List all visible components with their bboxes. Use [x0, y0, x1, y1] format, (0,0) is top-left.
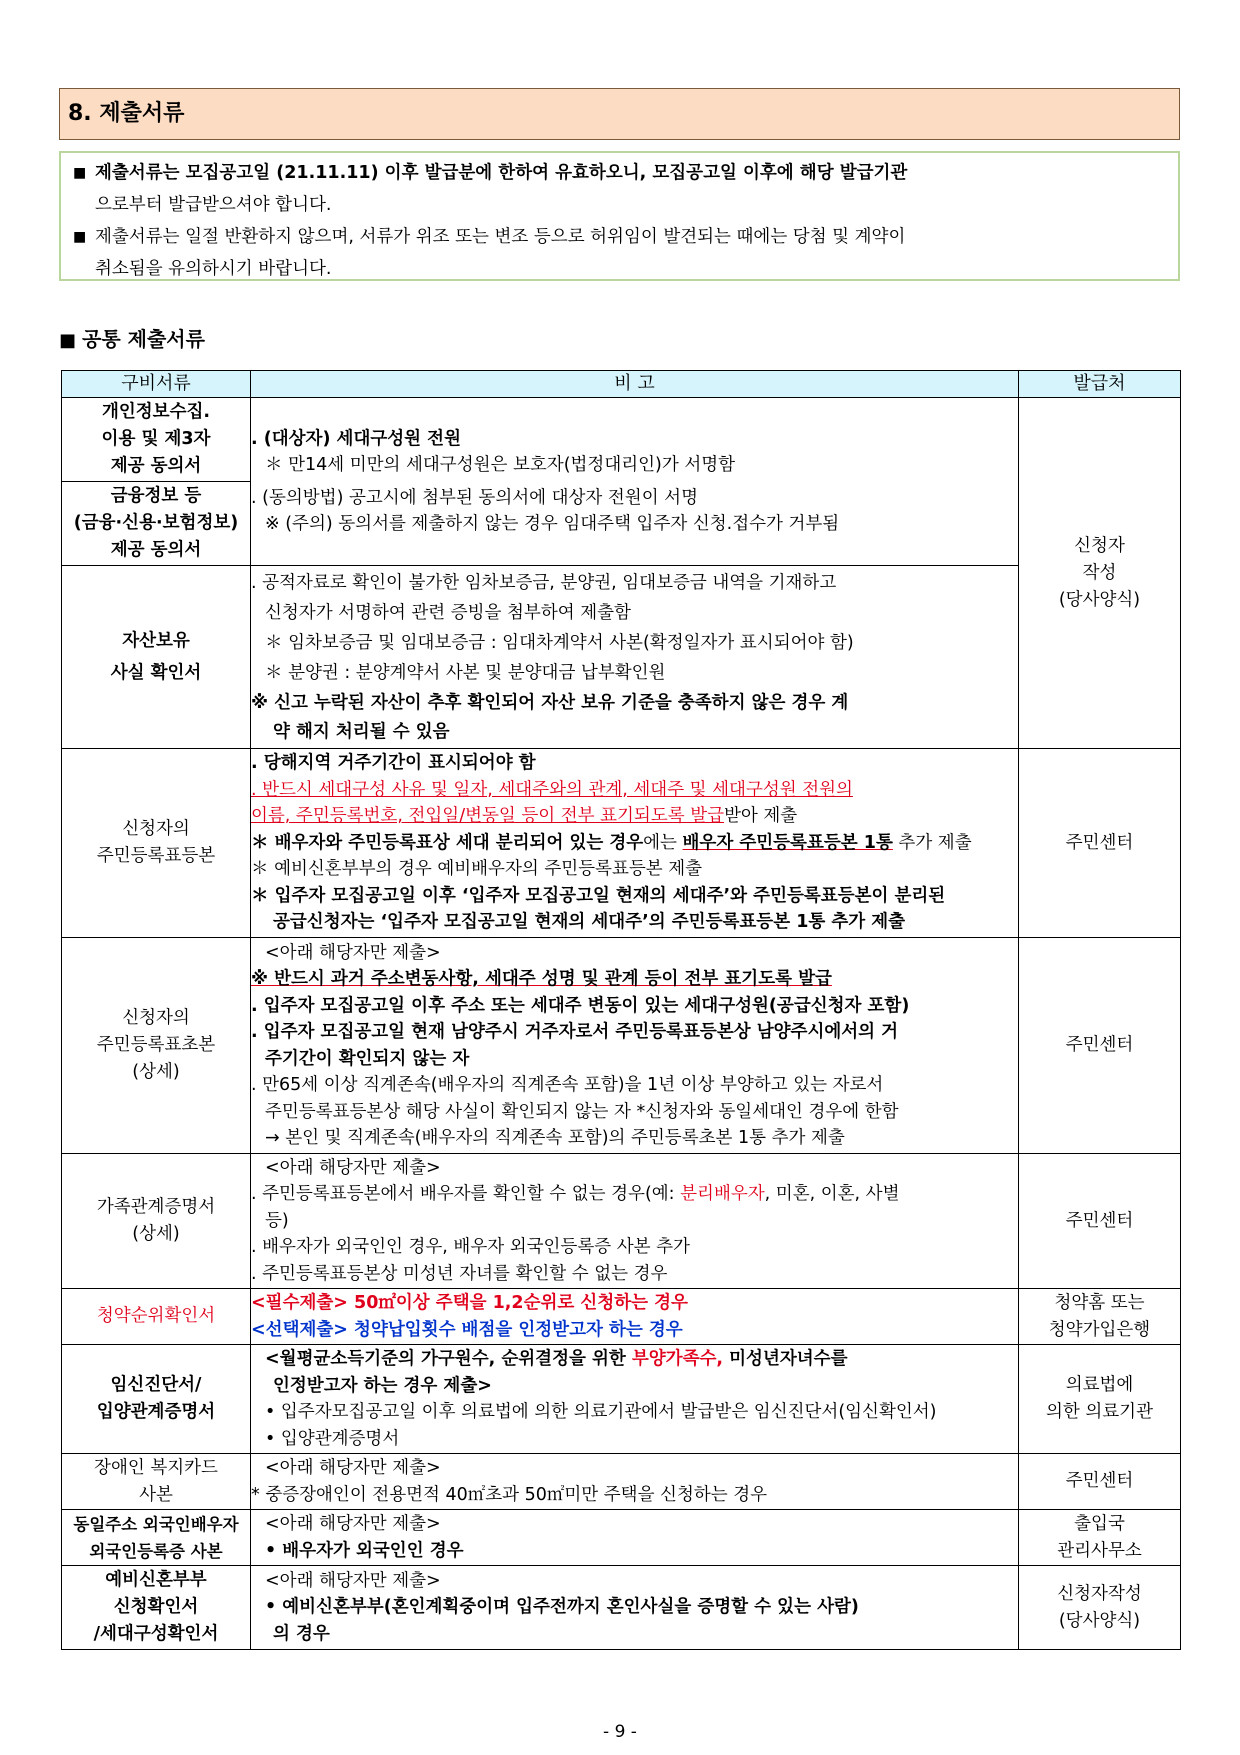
doc-name: [62, 1454, 251, 1510]
issuer-line: (당사양식): [1058, 589, 1141, 610]
note-line: 공급신청자는 ‘입주자 모집공고일 현재의 세대주’의 주민등록표등본 1통 추가 제출: [273, 912, 906, 933]
doc-issuer: 주민센터: [1019, 938, 1181, 1154]
issuer-line: 작성: [1082, 562, 1117, 583]
note-text: 받아 제출: [724, 806, 798, 827]
table-row: [62, 1154, 1181, 1289]
issuer-line: 신청자작성: [1057, 1583, 1142, 1604]
doc-notes: [251, 938, 1019, 1154]
doc-name: [62, 482, 251, 566]
notice-item-cont: [73, 189, 1164, 221]
notice-item: [73, 157, 1164, 189]
note-line: [251, 1346, 1018, 1373]
doc-name: [62, 749, 251, 938]
doc-name: [62, 1566, 251, 1650]
note-line: ＊ 임차보증금 및 임대보증금 : 임대차계약서 사본(확정일자가 표시되어야 함): [265, 633, 854, 653]
doc-name: [62, 938, 251, 1154]
doc-issuer: 주민센터: [1019, 749, 1181, 938]
doc-name-line: 신청자의: [122, 819, 190, 839]
note-line: . 입주자 모집공고일 이후 주소 또는 세대주 변동이 있는 세대구성원(공급신청자 포함): [251, 995, 910, 1016]
section-number: 8.: [68, 101, 92, 126]
note-line: [251, 830, 1018, 857]
doc-name-line: (상세): [132, 1062, 180, 1082]
note-line: 주민등록표등본상 해당 사실이 확인되지 않는 자 *신청자와 동일세대인 경우에 한함: [265, 1101, 899, 1122]
note-line: ※ 신고 누락된 자산이 추후 확인되어 자산 보유 기준을 충족하지 않은 경우 계: [251, 693, 849, 713]
doc-issuer: [1019, 398, 1181, 749]
doc-name-line: (상세): [132, 1224, 180, 1244]
note-line: 주기간이 확인되지 않는 자: [265, 1048, 470, 1069]
doc-issuer: 주민센터: [1019, 1454, 1181, 1510]
doc-name-line: 이용 및 제3자: [101, 429, 211, 449]
doc-name-line: 제공 동의서: [110, 456, 202, 476]
issuer-line: 신청자: [1074, 535, 1125, 556]
doc-name-line: 예비신혼부부: [105, 1570, 207, 1590]
table-row: [62, 749, 1181, 938]
notice-text: 으로부터 발급받으셔야 합니다.: [95, 195, 332, 215]
note-line: • 배우자가 외국인인 경우: [265, 1540, 464, 1561]
square-bullet-icon: ■: [59, 330, 77, 351]
doc-notes: [251, 566, 1019, 749]
header-doc: 구비서류: [62, 371, 251, 398]
note-line: • 예비신혼부부(혼인계획중이며 입주전까지 혼인사실을 증명할 수 있는 사람): [265, 1597, 859, 1618]
header-issuer: 발급처: [1019, 371, 1181, 398]
note-text: 미성년자녀수를: [723, 1349, 848, 1369]
issuer-line: 의료법에: [1065, 1375, 1134, 1395]
note-line: • 입주자모집공고일 이후 의료법에 의한 의료기관에서 발급받은 임신진단서(임신확인서): [265, 1402, 937, 1422]
note-line: 인정받고자 하는 경우 제출>: [273, 1375, 492, 1396]
common-docs-title: 공통 제출서류: [82, 327, 205, 351]
note-line: . 당해지역 거주기간이 표시되어야 함: [251, 753, 536, 774]
notice-box: [59, 151, 1180, 281]
note-red-text: 분리배우자: [680, 1184, 765, 1205]
issuer-line: (당사양식): [1058, 1610, 1141, 1631]
note-line: <선택제출> 청약납입횟수 배점을 인정받고자 하는 경우: [251, 1319, 683, 1340]
note-text: , 미혼, 이혼, 사별: [764, 1184, 900, 1205]
doc-name-line: 신청확인서: [113, 1597, 199, 1617]
doc-name-line: 금융정보 등: [110, 486, 202, 506]
common-docs-heading: [59, 323, 205, 352]
doc-name: [62, 566, 251, 749]
table-row: [62, 1566, 1181, 1650]
doc-name-line: 임신진단서/: [110, 1375, 202, 1395]
note-line: . 입주자 모집공고일 현재 남양주시 거주자로서 주민등록표등본상 남양주시에서의 거: [251, 1022, 899, 1042]
doc-name-line: 제공 동의서: [110, 540, 202, 560]
doc-name: [62, 1510, 251, 1566]
note-text: 추가 제출: [892, 832, 972, 853]
note-line: . 주민등록표등본상 미성년 자녀를 확인할 수 없는 경우: [251, 1263, 668, 1284]
table-header-row: [62, 371, 1181, 398]
note-text: ＊ 배우자와 주민등록표상 세대 분리되어 있는 경우: [251, 832, 644, 853]
note-line: ＊ 입주자 모집공고일 이후 ‘입주자 모집공고일 현재의 세대주’와 주민등록표등본이 분리된: [251, 885, 946, 906]
note-line: <아래 해당자만 제출>: [265, 1157, 441, 1178]
note-text: 에는: [643, 832, 683, 853]
section-header: [59, 88, 1180, 140]
note-line: . 만65세 이상 직계존속(배우자의 직계존속 포함)을 1년 이상 부양하고 있는 자로서: [251, 1075, 884, 1095]
note-line: 약 해지 처리될 수 있음: [273, 722, 450, 742]
notice-item-cont: [73, 253, 1164, 285]
doc-notes: [251, 398, 1019, 566]
notice-text: 제출서류는 모집공고일 (21.11.11) 이후 발급분에 한하여 유효하오니, 모집공고일 이후에 해당 발급기관: [95, 163, 908, 183]
header-notes: 비 고: [251, 371, 1019, 398]
issuer-line: 청약가입은행: [1048, 1319, 1151, 1340]
table-row: [62, 1510, 1181, 1566]
doc-issuer: [1019, 1566, 1181, 1650]
square-bullet-icon: ■: [73, 165, 87, 181]
doc-name-line: 사본: [139, 1484, 173, 1505]
note-line: ※ 반드시 과거 주소변동사항, 세대주 성명 및 관계 등이 전부 표기도록 발급: [251, 969, 832, 989]
doc-issuer: 주민센터: [1019, 1154, 1181, 1289]
table-row: [62, 1454, 1181, 1510]
doc-notes: [251, 1566, 1019, 1650]
note-line: [251, 1181, 1018, 1208]
documents-table: [61, 370, 1181, 1650]
notice-text: 취소됨을 유의하시기 바랍니다.: [95, 259, 332, 279]
note-text: 배우자 주민등록표등본 1통: [682, 832, 893, 853]
note-line: ＊ 분양권 : 분양계약서 사본 및 분양대금 납부확인원: [265, 663, 666, 683]
issuer-line: 청약홈 또는: [1054, 1292, 1145, 1313]
doc-issuer: [1019, 1510, 1181, 1566]
doc-notes: [251, 749, 1019, 938]
note-line: <아래 해당자만 제출>: [265, 1570, 441, 1591]
doc-issuer: [1019, 1345, 1181, 1454]
doc-notes: [251, 1289, 1019, 1345]
note-line: ※ (주의) 동의서를 제출하지 않는 경우 임대주택 입주자 신청.접수가 거부됨: [265, 514, 840, 534]
note-line: . 반드시 세대구성 사유 및 일자, 세대주와의 관계, 세대주 및 세대구성원 전원의: [251, 779, 853, 800]
note-line: ＊ 만14세 미만의 세대구성원은 보호자(법정대리인)가 서명함: [265, 455, 736, 475]
doc-name-line: 신청자의: [122, 1008, 190, 1028]
doc-name: [62, 1154, 251, 1289]
doc-name-line: 장애인 복지카드: [94, 1457, 218, 1478]
doc-name-line: 사실 확인서: [110, 663, 202, 683]
doc-name-line: 입양관계증명서: [96, 1402, 216, 1422]
note-line: * 중증장애인이 전용면적 40㎡초과 50㎡미만 주택을 신청하는 경우: [251, 1484, 768, 1505]
note-red-text: 부양가족수,: [631, 1349, 724, 1369]
doc-issuer: [1019, 1289, 1181, 1345]
table-row: [62, 1345, 1181, 1454]
note-line: . (대상자) 세대구성원 전원: [251, 428, 461, 449]
doc-name-line: 자산보유: [122, 631, 190, 651]
doc-name: [62, 1345, 251, 1454]
issuer-line: 출입국: [1074, 1513, 1125, 1534]
doc-name-line: 외국인등록증 사본: [89, 1541, 223, 1561]
doc-name-line: 동일주소 외국인배우자: [73, 1514, 239, 1534]
note-line: . (동의방법) 공고시에 첨부된 동의서에 대상자 전원이 서명: [251, 487, 698, 508]
table-row: [62, 398, 1181, 482]
note-line: [251, 803, 1018, 830]
doc-name-line: 개인정보수집.: [101, 402, 211, 422]
square-bullet-icon: ■: [73, 229, 87, 245]
doc-name-line: /세대구성확인서: [93, 1624, 219, 1644]
note-line: → 본인 및 직계존속(배우자의 직계존속 포함)의 주민등록초본 1통 추가 제출: [265, 1128, 845, 1148]
note-line: • 입양관계증명서: [265, 1428, 400, 1449]
note-line: . 공적자료로 확인이 불가한 임차보증금, 분양권, 임대보증금 내역을 기재하고: [251, 573, 837, 593]
doc-name: [62, 398, 251, 482]
table-row: [62, 1289, 1181, 1345]
issuer-line: 의한 의료기관: [1046, 1402, 1153, 1422]
note-red-text: 이름, 주민등록번호, 전입일/변동일 등이 전부 표기되도록 발급: [251, 806, 725, 827]
doc-name-line: 주민등록표초본: [96, 1035, 216, 1055]
note-line: 의 경우: [273, 1623, 330, 1644]
note-line: <아래 해당자만 제출>: [265, 1514, 441, 1534]
note-line: <아래 해당자만 제출>: [265, 942, 441, 963]
doc-notes: [251, 1154, 1019, 1289]
issuer-line: 관리사무소: [1057, 1540, 1142, 1561]
note-line: ＊ 예비신혼부부의 경우 예비배우자의 주민등록표등본 제출: [251, 859, 703, 880]
note-line: . 배우자가 외국인인 경우, 배우자 외국인등록증 사본 추가: [251, 1237, 690, 1258]
note-text: . 주민등록표등본에서 배우자를 확인할 수 없는 경우(예:: [251, 1184, 681, 1205]
note-line: 신청자가 서명하여 관련 증빙을 첨부하여 제출함: [265, 603, 631, 623]
page-number: - 9 -: [603, 1722, 637, 1742]
notice-text: 제출서류는 일절 반환하지 않으며, 서류가 위조 또는 변조 등으로 허위임이 발견되는 때에는 당첨 및 계약이: [95, 227, 906, 247]
doc-name-line: 가족관계증명서: [96, 1197, 216, 1217]
note-line: <필수제출> 50㎡이상 주택을 1,2순위로 신청하는 경우: [251, 1293, 688, 1313]
notice-item: [73, 221, 1164, 253]
doc-name-line: (금융·신용·보험정보): [73, 513, 239, 533]
note-line: 등): [265, 1210, 289, 1231]
doc-notes: [251, 1454, 1019, 1510]
doc-name: 청약순위확인서: [62, 1289, 251, 1345]
note-line: <아래 해당자만 제출>: [265, 1458, 441, 1478]
table-row: [62, 566, 1181, 749]
table-row: [62, 938, 1181, 1154]
note-text: <월평균소득기준의 가구원수, 순위결정을 위한: [265, 1349, 632, 1369]
section-title: 제출서류: [99, 101, 185, 126]
doc-name-line: 주민등록표등본: [96, 846, 216, 866]
doc-notes: [251, 1510, 1019, 1566]
doc-notes: [251, 1345, 1019, 1454]
